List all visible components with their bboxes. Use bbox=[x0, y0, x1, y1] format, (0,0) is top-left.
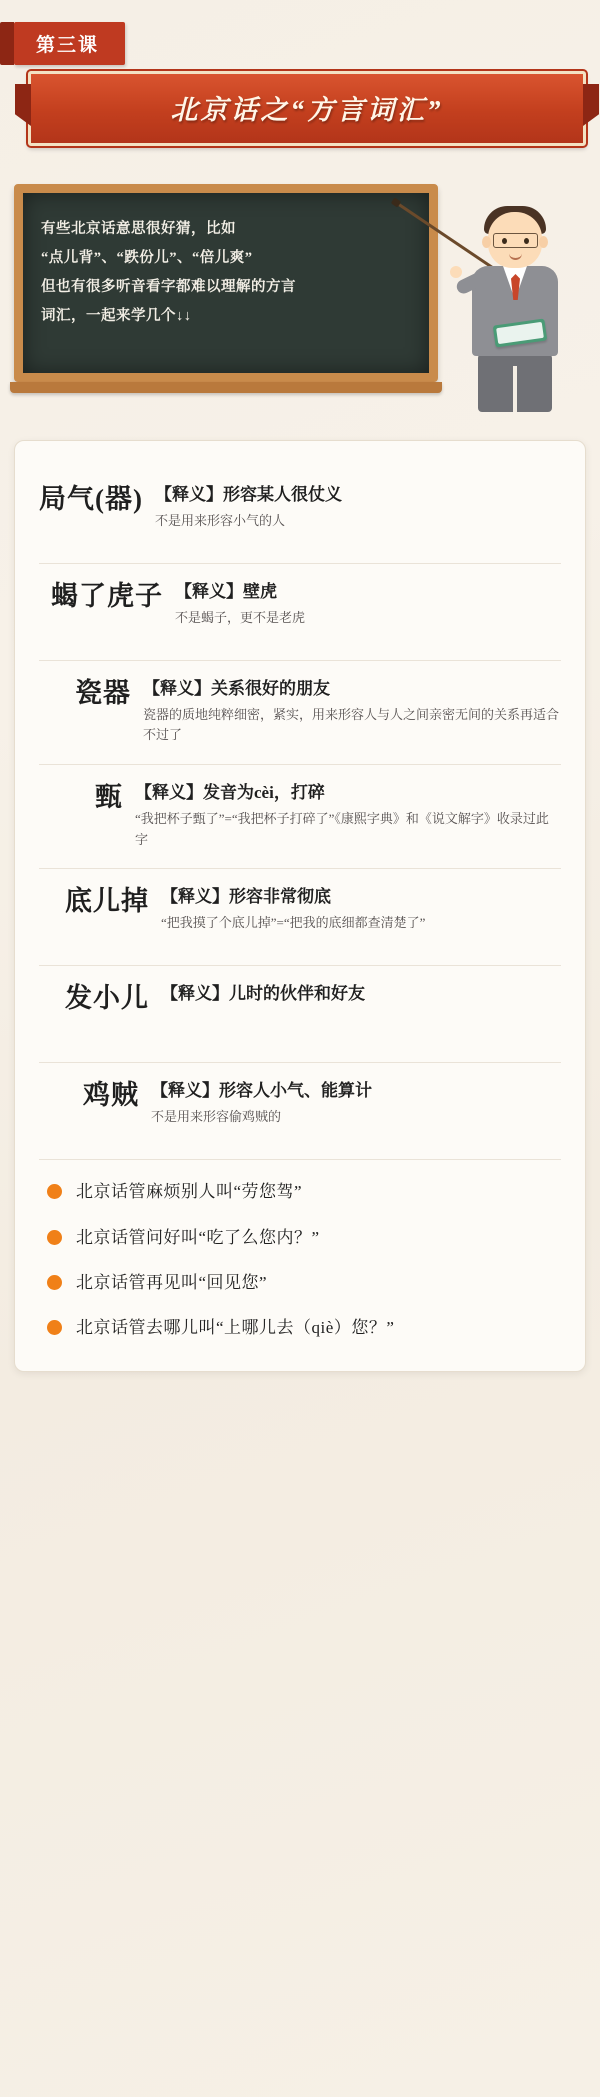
banner-fold-left-icon bbox=[15, 84, 31, 126]
vocabulary-card bbox=[14, 440, 586, 1372]
teacher-illustration bbox=[448, 206, 580, 414]
list-item-label: 北京话管再见叫“回见您” bbox=[76, 1272, 268, 1292]
entry-definition: 【释义】形容非常彻底 bbox=[161, 887, 331, 907]
vocabulary-entry bbox=[39, 467, 561, 564]
blackboard-line: 有些北京话意思很好猜，比如 bbox=[41, 221, 236, 237]
vocabulary-entry bbox=[39, 765, 561, 869]
entry-definitions bbox=[149, 885, 561, 933]
vocabulary-entry bbox=[39, 966, 561, 1063]
chalk-tray bbox=[10, 382, 442, 393]
vocabulary-entry bbox=[39, 564, 561, 661]
list-item bbox=[41, 1269, 559, 1296]
entry-definitions bbox=[123, 781, 561, 850]
entry-definition: 【释义】形容人小气、能算计 bbox=[151, 1081, 372, 1101]
entry-note: 不是蝎子，更不是老虎 bbox=[175, 609, 306, 625]
entry-note: “把我摸了个底儿掉”=“把我的底细都查清楚了” bbox=[161, 915, 426, 931]
list-item-label: 北京话管麻烦别人叫“劳您驾” bbox=[76, 1182, 303, 1202]
glasses-icon bbox=[493, 233, 538, 248]
entry-term: 底儿掉 bbox=[65, 886, 149, 917]
header bbox=[0, 0, 600, 156]
teacher-hand bbox=[450, 266, 462, 278]
entry-term: 蝎了虎子 bbox=[51, 581, 163, 611]
teacher-ear-right bbox=[539, 236, 548, 248]
entry-term: 瓷器 bbox=[75, 678, 131, 708]
entry-term: 发小儿 bbox=[65, 983, 149, 1014]
blackboard-line: “点儿背”、“跌份儿”、“倍儿爽” bbox=[41, 250, 253, 266]
entry-term: 局气(器) bbox=[39, 484, 143, 514]
entry-note: “我把杯子甄了”=“我把杯子打碎了”《康熙字典》和《说文解字》收录过此字 bbox=[135, 810, 549, 847]
bullet-dot-icon bbox=[47, 1275, 62, 1290]
entry-term: 鸡贼 bbox=[83, 1080, 139, 1111]
list-item-label: 北京话管问好叫“吃了么您内？” bbox=[76, 1227, 320, 1247]
bullet-dot-icon bbox=[47, 1320, 62, 1335]
entry-definitions bbox=[143, 483, 561, 531]
bullet-dot-icon bbox=[47, 1184, 62, 1199]
entry-note: 瓷器的质地纯粹细密，紧实，用来形容人与人之间亲密无间的关系再适合不过了 bbox=[143, 706, 560, 743]
entry-definition: 【释义】发音为cèi，打碎 bbox=[135, 783, 325, 803]
blackboard bbox=[14, 184, 438, 382]
blackboard-line: 词汇，一起来学几个↓↓ bbox=[41, 308, 192, 324]
entry-definitions bbox=[139, 1079, 561, 1127]
entry-term: 甄 bbox=[95, 782, 123, 813]
entry-definitions bbox=[163, 580, 561, 628]
list-item bbox=[41, 1178, 559, 1205]
entry-definition: 【释义】关系很好的朋友 bbox=[143, 679, 330, 698]
list-item-label: 北京话管去哪儿叫“上哪儿去（qiè）您？” bbox=[76, 1318, 395, 1338]
entry-definitions bbox=[131, 677, 561, 746]
banner-fold-right-icon bbox=[583, 84, 599, 126]
page-title: 北京话之“方言词汇” bbox=[170, 95, 444, 125]
bullet-dot-icon bbox=[47, 1230, 62, 1245]
entry-definition: 【释义】儿时的伙伴和好友 bbox=[161, 984, 365, 1004]
vocabulary-entry bbox=[39, 869, 561, 966]
lesson-badge: 第三课 bbox=[14, 22, 125, 65]
title-banner bbox=[28, 71, 586, 146]
phrase-list bbox=[39, 1160, 561, 1351]
blackboard-text bbox=[41, 215, 411, 331]
entry-definition: 【释义】壁虎 bbox=[175, 582, 277, 601]
entry-note: 不是用来形容偷鸡贼的 bbox=[151, 1109, 282, 1125]
vocabulary-entry bbox=[39, 1063, 561, 1160]
entry-note: 不是用来形容小气的人 bbox=[154, 512, 285, 528]
blackboard-line: 但也有很多听音看字都难以理解的方言 bbox=[41, 279, 296, 295]
teacher-eye-left bbox=[502, 238, 507, 244]
teacher-ear-left bbox=[482, 236, 491, 248]
entry-definitions bbox=[149, 982, 561, 1010]
entry-definition: 【释义】形容某人很仗义 bbox=[154, 485, 342, 504]
vocabulary-entry bbox=[39, 661, 561, 765]
teacher-leg-split bbox=[513, 366, 517, 412]
teacher-eye-right bbox=[524, 238, 529, 244]
list-item bbox=[41, 1314, 559, 1341]
list-item bbox=[41, 1224, 559, 1251]
blackboard-section bbox=[14, 184, 586, 414]
